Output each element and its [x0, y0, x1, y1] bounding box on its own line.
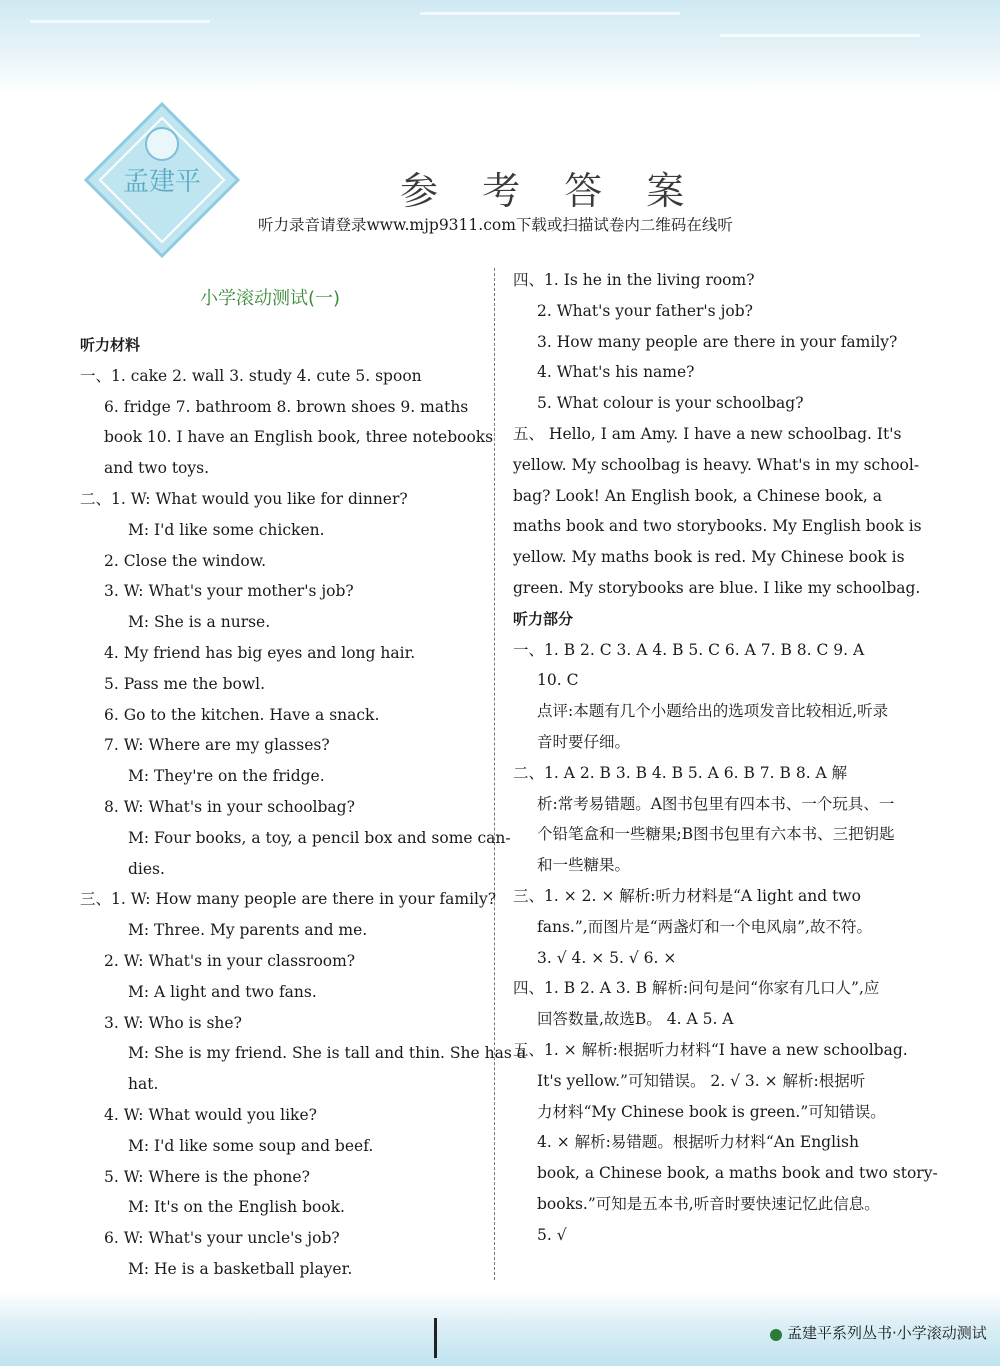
answer-line: 四、1. B 2. A 3. B 解析:问句是问“你家有几口人”,应	[513, 979, 880, 998]
answer-line: It's yellow.”可知错误。 2. √ 3. × 解析:根据听	[537, 1071, 866, 1090]
answer-line: hat.	[128, 1075, 159, 1094]
answer-line: M: It's on the English book.	[128, 1198, 345, 1217]
answer-line: 3. How many people are there in your family?	[537, 332, 898, 351]
right-column	[513, 265, 938, 1251]
answer-line: 听力部分	[513, 609, 574, 628]
answer-line: maths book and two storybooks. My English book is	[513, 517, 922, 536]
answer-line: fans.”,而图片是“两盏灯和一个电风扇”,故不符。	[537, 917, 872, 936]
answer-line: 3. W: What's your mother's job?	[104, 582, 354, 601]
answer-line: M: Four books, a toy, a pencil box and some can-	[128, 828, 511, 847]
answer-line: 四、1. Is he in the living room?	[513, 271, 755, 289]
answer-line: 二、1. A 2. B 3. B 4. B 5. A 6. B 7. B 8. A 解	[513, 763, 848, 782]
answer-line: yellow. My schoolbag is heavy. What's in my school-	[513, 455, 920, 474]
answer-line: 4. What's his name?	[537, 363, 695, 382]
band-streak	[720, 34, 920, 37]
answer-line: green. My storybooks are blue. I like my schoolbag.	[513, 578, 921, 597]
answer-line: 4. W: What would you like?	[104, 1105, 317, 1124]
answer-line: 一、1. B 2. C 3. A 4. B 5. C 6. A 7. B 8. C 9. A	[513, 640, 865, 659]
logo-text: 孟建平	[122, 167, 202, 197]
answer-line: 5. √	[537, 1225, 567, 1244]
answer-line: 3. W: Who is she?	[104, 1013, 242, 1032]
answer-line: 4. × 解析:易错题。根据听力材料“An English	[537, 1133, 859, 1152]
answer-line: 6. fridge 7. bathroom 8. brown shoes 9. maths	[104, 397, 469, 416]
answer-line: 5. W: Where is the phone?	[104, 1167, 310, 1186]
answer-line: M: He is a basketball player.	[128, 1259, 353, 1278]
answer-line: 三、1. W: How many people are there in your family?	[80, 890, 497, 909]
answer-line: 6. Go to the kitchen. Have a snack.	[104, 705, 380, 724]
answer-line: M: I'd like some chicken.	[128, 520, 325, 539]
page-subtitle: 听力录音请登录www.mjp9311.com下载或扫描试卷内二维码在线听	[258, 216, 733, 234]
answer-line: 和一些糖果。	[537, 856, 631, 875]
answer-line: 6. W: What's your uncle's job?	[104, 1229, 340, 1248]
answer-line: 力材料“My Chinese book is green.”可知错误。	[537, 1102, 886, 1121]
band-streak	[30, 20, 210, 23]
footer-dot-icon	[770, 1329, 782, 1341]
answer-line: 三、1. × 2. × 解析:听力材料是“A light and two	[513, 886, 861, 905]
answer-line: 8. W: What's in your schoolbag?	[104, 797, 355, 816]
answer-line: 一、1. cake 2. wall 3. study 4. cute 5. spoon	[80, 366, 422, 385]
answer-line: 5. Pass me the bowl.	[104, 674, 266, 693]
answer-line: 音时要仔细。	[537, 732, 631, 751]
answer-line: 3. √ 4. × 5. √ 6. ×	[537, 948, 677, 967]
answer-line: 2. W: What's in your classroom?	[104, 951, 356, 970]
footer-series-label: 孟建平系列丛书·小学滚动测试	[787, 1324, 987, 1342]
section-title: 小学滚动测试(一)	[200, 288, 341, 309]
top-decorative-band	[0, 0, 1000, 95]
answer-line: M: She is a nurse.	[128, 613, 271, 632]
answer-line: M: Three. My parents and me.	[128, 921, 368, 940]
page-title: 参 考 答 案	[400, 169, 701, 213]
answer-line: 10. C	[537, 671, 579, 690]
column-divider	[494, 268, 495, 1280]
answer-line: 7. W: Where are my glasses?	[104, 736, 330, 755]
answer-line: 点评:本题有几个小题给出的选项发音比较相近,听录	[537, 702, 889, 721]
answer-line: 析:常考易错题。A图书包里有四本书、一个玩具、一	[537, 794, 895, 813]
answer-line: 二、1. W: What would you like for dinner?	[80, 489, 408, 508]
page-mark	[434, 1318, 437, 1358]
answer-line: M: They're on the fridge.	[128, 767, 325, 786]
answer-line: book 10. I have an English book, three notebooks	[104, 428, 494, 447]
left-column	[80, 330, 526, 1285]
answer-line: M: I'd like some soup and beef.	[128, 1136, 374, 1155]
brand-logo	[82, 100, 242, 260]
answer-line: 回答数量,故选B。 4. A 5. A	[537, 1010, 734, 1029]
answer-line: 4. My friend has big eyes and long hair.	[104, 643, 416, 662]
answer-line: M: A light and two fans.	[128, 982, 317, 1001]
answer-line: yellow. My maths book is red. My Chinese book is	[513, 548, 905, 567]
answer-line: 听力材料	[80, 336, 141, 354]
answer-line: 2. What's your father's job?	[537, 301, 753, 320]
answer-line: 个铅笔盒和一些糖果;B图书包里有六本书、三把钥匙	[537, 825, 895, 844]
answer-line: dies.	[128, 859, 165, 878]
answer-line: book, a Chinese book, a maths book and two story-	[537, 1164, 938, 1183]
answer-line: and two toys.	[104, 459, 210, 478]
answer-line: 5. What colour is your schoolbag?	[537, 394, 804, 413]
answer-line: 五、1. × 解析:根据听力材料“I have a new schoolbag.	[513, 1040, 908, 1059]
answer-line: 五、 Hello, I am Amy. I have a new schoolbag. It's	[513, 424, 902, 443]
answer-line: bag? Look! An English book, a Chinese book, a	[513, 486, 883, 505]
emblem-icon	[146, 128, 178, 160]
answer-line: M: She is my friend. She is tall and thin. She has a	[128, 1044, 526, 1063]
answer-line: 2. Close the window.	[104, 551, 267, 570]
band-streak	[420, 12, 680, 15]
answer-line: books.”可知是五本书,听音时要快速记忆此信息。	[537, 1194, 880, 1213]
